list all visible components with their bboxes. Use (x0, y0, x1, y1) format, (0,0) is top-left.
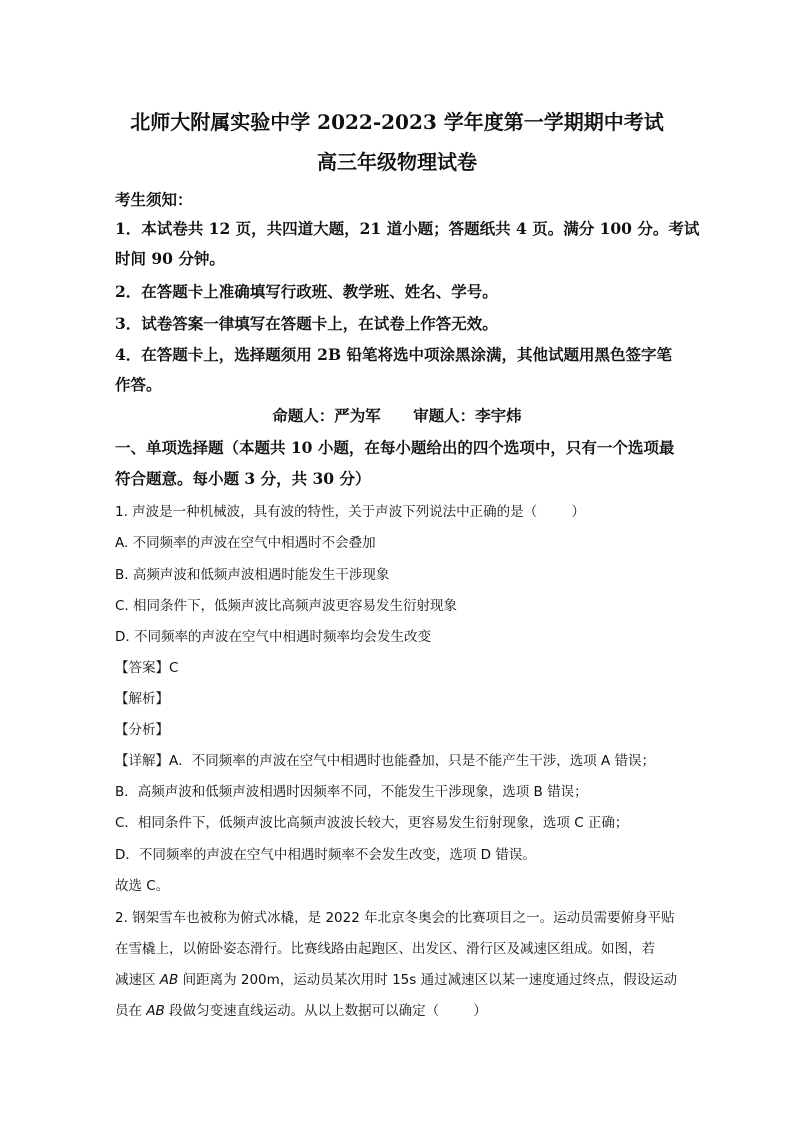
q1-detail-c: C．相同条件下，低频声波比高频声波波长较大，更容易发生衍射现象，选项 C 正确； (115, 815, 629, 831)
q1-analysis-label: 【解析】 (115, 691, 169, 707)
q2-line-1: 2. 钢架雪车也被称为俯式冰橇，是 2022 年北京冬奥会的比赛项目之一。运动员需要俯身平贴 (115, 910, 675, 926)
q2-line-3-suffix: 间距离为 200m，运动员某次用时 15s 通过减速区以某一速度通过终点，假设运动 (178, 972, 678, 988)
section-1-heading-line-1: 一、单项选择题（本题共 10 小题，在每小题给出的四个选项中，只有一个选项最 (115, 438, 675, 457)
exam-subtitle: 高三年级物理试卷 (317, 150, 477, 174)
q1-option-b: B. 高频声波和低频声波相遇时能发生干涉现象 (115, 567, 390, 583)
q2-line-4-prefix: 员在 (115, 1003, 147, 1019)
q2-segment-ab: AB (159, 972, 179, 988)
q1-stem: 1. 声波是一种机械波，具有波的特性，关于声波下列说法中正确的是（ ） (115, 504, 586, 520)
q1-detail-b: B．高频声波和低频声波相遇时因频率不同，不能发生干涉现象，选项 B 错误； (115, 784, 588, 800)
notice-item-4-line-2: 作答。 (115, 375, 162, 394)
q1-option-a: A. 不同频率的声波在空气中相遇时不会叠加 (115, 535, 376, 551)
section-1-heading-line-2: 符合题意。每小题 3 分，共 30 分） (115, 469, 371, 488)
q2-line-2: 在雪橇上，以俯卧姿态滑行。比赛线路由起跑区、出发区、滑行区及减速区组成。如图，若 (115, 941, 655, 957)
notice-item-2: 2．在答题卡上准确填写行政班、教学班、姓名、学号。 (115, 282, 498, 301)
exam-authors: 命题人：严为军 审题人：李宇炜 (272, 406, 522, 425)
q1-conclusion: 故选 C。 (115, 878, 170, 894)
q1-option-c: C. 相同条件下，低频声波比高频声波更容易发生衍射现象 (115, 598, 458, 614)
notice-item-1-line-2: 时间 90 分钟。 (115, 249, 225, 268)
notice-heading: 考生须知： (115, 190, 193, 209)
q1-answer: 【答案】C (115, 660, 179, 676)
q2-line-3 (115, 968, 685, 988)
q1-option-d: D. 不同频率的声波在空气中相遇时频率均会发生改变 (115, 629, 431, 645)
notice-item-4-line-1: 4．在答题卡上，选择题须用 2B 铅笔将选中项涂黑涂满，其他试题用黑色签字笔 (115, 345, 672, 364)
q2-segment-ab-2: AB (146, 1003, 165, 1019)
q1-detail-a: 【详解】A．不同频率的声波在空气中相遇时也能叠加，只是不能产生干涉，选项 A 错误； (115, 753, 656, 769)
notice-item-1-line-1: 1．本试卷共 12 页，共四道大题，21 道小题；答题纸共 4 页。满分 100 分。考试 (115, 219, 700, 238)
q1-detail-d: D．不同频率的声波在空气中相遇时频率不会发生改变，选项 D 错误。 (115, 847, 536, 863)
exam-title: 北师大附属实验中学 2022-2023 学年度第一学期期中考试 (130, 110, 664, 134)
q1-fenxi-label: 【分析】 (115, 722, 169, 738)
notice-item-3: 3．试卷答案一律填写在答题卡上，在试卷上作答无效。 (115, 314, 498, 333)
q2-line-4-suffix: 段做匀变速直线运动。从以上数据可以确定（ ） (164, 1003, 487, 1019)
q2-line-3-prefix: 减速区 (115, 972, 160, 988)
q2-line-4 (115, 999, 685, 1019)
